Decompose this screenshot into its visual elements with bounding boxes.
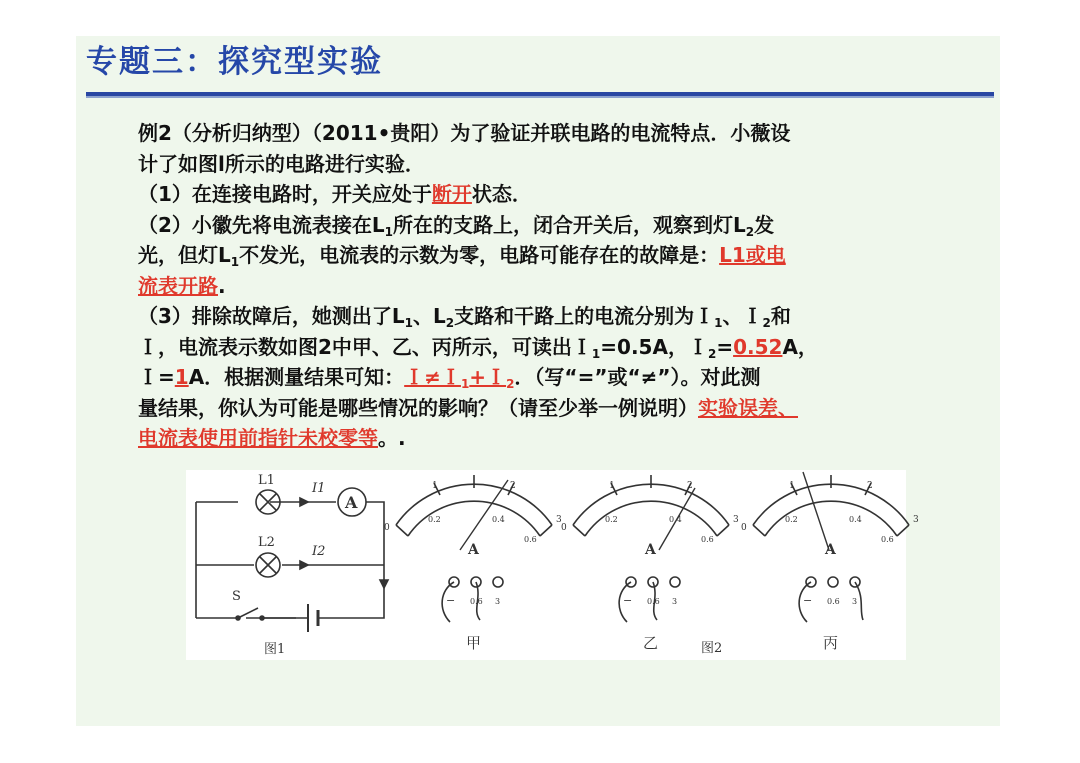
meter-bing-scale-2: 2 <box>867 481 873 491</box>
meter-yi-06-label: 0.6 <box>647 597 660 606</box>
meter-bing-scale-0: 0 <box>741 523 747 533</box>
question-2-line-1: （2）小徽先将电流表接在$L_1$所在的支路上，闭合开关后，观察到灯$L_2$发 <box>138 212 775 239</box>
meter-jia-scale-2: 2 <box>510 481 516 491</box>
question-3-line-5: 电流表使用前指针未校零等。. <box>138 426 406 450</box>
meter-bing-unit: A <box>825 542 836 558</box>
answer-switch-state: 断开 <box>431 182 472 206</box>
figure-2-caption: 图2 <box>701 641 723 656</box>
circuit-figure <box>186 470 919 660</box>
question-3-line-3: Ｉ=1A．根据测量结果可知：Ｉ≠Ｉ$_1$+Ｉ$_2$．（写“=”或“≠”）。对此测 <box>138 365 761 391</box>
intro-line-2: 计了如图l所示的电路进行实验． <box>138 151 425 176</box>
meter-jia-scale-arc <box>396 484 552 536</box>
meter-yi-scale-04: 0.4 <box>669 515 682 524</box>
meter-yi-scale-0: 0 <box>561 523 567 533</box>
answer-reason-a: 实验误差、 <box>698 395 798 420</box>
meter-bing-name: 丙 <box>823 634 839 652</box>
figure-1-caption: 图1 <box>264 642 286 657</box>
meter-yi-scale-arc <box>573 484 729 536</box>
meter-yi-terminal-3 <box>670 577 680 587</box>
ammeter-symbol: A <box>345 493 358 512</box>
answer-fault-b: 流表开路 <box>138 273 218 298</box>
arrow-i2-icon <box>300 561 308 569</box>
arrow-i1-icon <box>300 498 308 506</box>
meter-yi-ticks <box>573 475 729 536</box>
meter-yi-scale-06: 0.6 <box>701 535 714 544</box>
question-3-line-2: Ｉ，电流表示数如图2中甲、乙、丙所示，可读出Ｉ$_1$=0.5A，Ｉ$_2$=0.52A， <box>138 334 818 361</box>
question-3-line-4: 量结果，你认为可能是哪些情况的影响？（请至少举一例说明）实验误差、 <box>138 395 798 420</box>
meter-jia <box>384 475 562 652</box>
circuit-wires <box>196 502 384 618</box>
answer-i2: 0.52 <box>733 334 783 359</box>
question-2-line-2: 光，但灯$L_1$不发光，电流表的示数为零，电路可能存在的故障是：L1或电 <box>138 243 786 269</box>
meter-bing-neg-label: − <box>803 594 813 607</box>
meter-jia-scale-0: 0 <box>384 523 390 533</box>
question-2-line-3: 流表开路. <box>138 273 226 298</box>
meter-bing-scale-arc <box>753 484 909 536</box>
meter-bing-scale-04: 0.4 <box>849 515 862 524</box>
meter-yi-terminal-06 <box>648 577 658 587</box>
problem-text <box>138 118 1006 454</box>
meter-yi-unit: A <box>645 542 656 558</box>
meter-yi-scale-02: 0.2 <box>605 515 618 524</box>
answer-relation: Ｉ≠Ｉ$_1$+Ｉ$_2$ <box>404 365 515 391</box>
meter-jia-ticks <box>396 475 552 536</box>
intro-line-1: 例2（分析归纳型）（2011•贵阳）为了验证并联电路的电流特点．小薇设 <box>138 121 791 145</box>
battery-icon <box>308 604 318 632</box>
page-title: 专题三：探究型实验 <box>86 44 383 80</box>
figure-panel <box>186 470 919 660</box>
meter-bing-scale-06: 0.6 <box>881 535 894 544</box>
meter-bing-scale-3: 3 <box>913 515 919 525</box>
answer-fault-a: L1或电 <box>719 243 786 267</box>
current-2-label: I2 <box>312 544 326 559</box>
meter-bing-scale-02: 0.2 <box>785 515 798 524</box>
answer-reason-b: 电流表使用前指针未校零等 <box>138 426 378 450</box>
meter-yi-scale-2: 2 <box>687 481 693 491</box>
meter-bing-ticks <box>753 475 909 536</box>
meter-bing-3-label: 3 <box>852 597 858 606</box>
meter-bing-06-label: 0.6 <box>827 597 840 606</box>
question-1: （1）在连接电路时，开关应处于断开状态． <box>138 182 532 206</box>
question-3-line-1: （3）排除故障后，她测出了$L_1$、$L_2$支路和干路上的电流分别为Ｉ$_1$、Ｉ$_2$和 <box>138 304 791 330</box>
meter-jia-3-label: 3 <box>495 597 501 606</box>
meter-yi <box>561 475 739 656</box>
meter-yi-scale-1: 1 <box>609 481 615 491</box>
meter-bing <box>741 472 919 652</box>
meter-jia-neg-label: − <box>446 594 456 607</box>
meter-jia-unit: A <box>468 542 479 558</box>
switch-icon <box>236 608 296 620</box>
arrow-main-icon <box>380 580 388 588</box>
meter-yi-needle <box>659 488 695 550</box>
meter-jia-scale-04: 0.4 <box>492 515 505 524</box>
meter-jia-name: 甲 <box>466 634 482 652</box>
meter-yi-scale-3: 3 <box>733 515 739 525</box>
switch-label: S <box>232 589 241 604</box>
lamp-1-label: L1 <box>258 473 275 488</box>
meter-jia-06-label: 0.6 <box>470 597 483 606</box>
meter-yi-name: 乙 <box>643 634 659 652</box>
answer-i: 1 <box>174 365 189 389</box>
meter-jia-scale-3: 3 <box>556 515 562 525</box>
meter-jia-scale-02: 0.2 <box>428 515 441 524</box>
lamp-2-icon <box>256 553 280 577</box>
meter-jia-terminal-3 <box>493 577 503 587</box>
meter-bing-scale-1: 1 <box>789 481 795 491</box>
lamp-2-label: L2 <box>258 535 275 550</box>
meter-jia-terminal-06 <box>471 577 481 587</box>
meter-yi-neg-label: − <box>623 594 633 607</box>
current-1-label: I1 <box>312 481 326 496</box>
meter-jia-scale-1: 1 <box>432 481 438 491</box>
meter-jia-scale-06: 0.6 <box>524 535 537 544</box>
meter-bing-terminal-06 <box>828 577 838 587</box>
title-underline <box>86 92 994 98</box>
meter-yi-3-label: 3 <box>672 597 678 606</box>
